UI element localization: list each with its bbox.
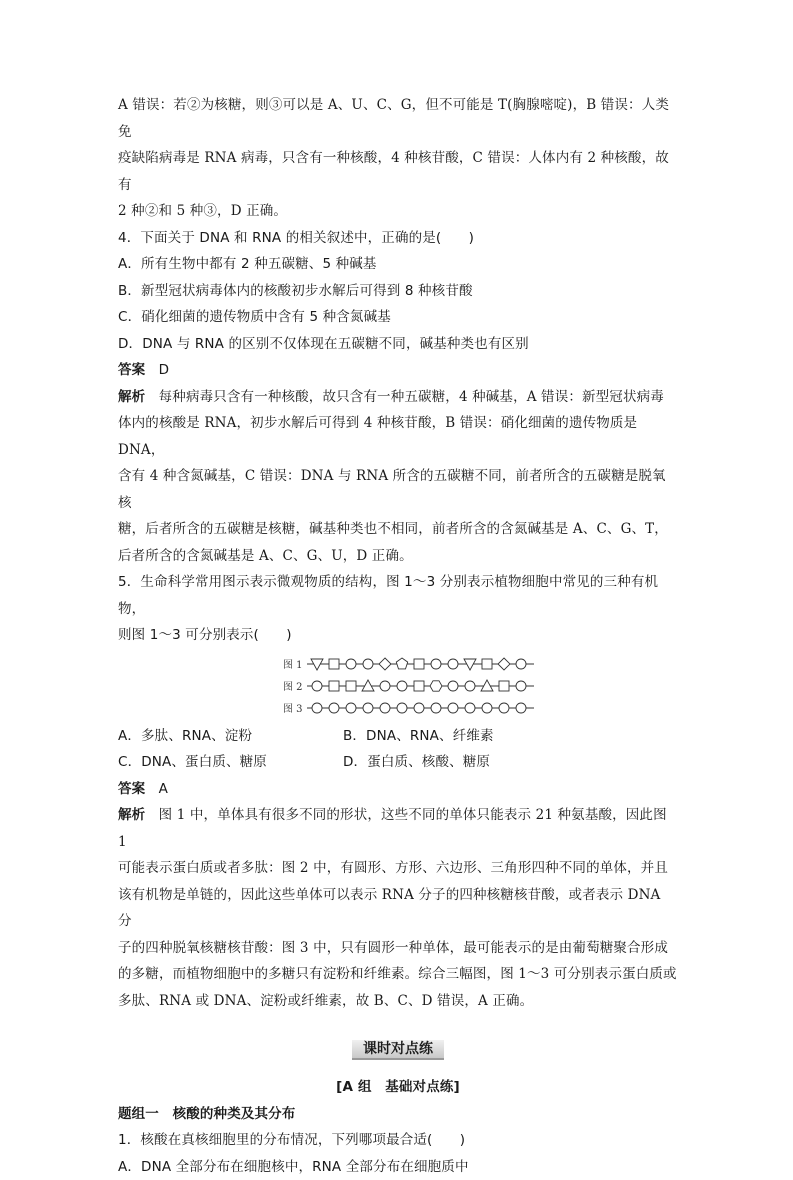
q1-option-a: A．DNA 全部分布在细胞核中，RNA 全部分布在细胞质中 xyxy=(118,1154,678,1180)
q4-explanation-line: 含有 4 种含氮碱基，C 错误：DNA 与 RNA 所含的五碳糖不同，前者所含的五碳糖是脱氧核 xyxy=(118,463,678,516)
triangle-down-monomer xyxy=(311,659,323,670)
q5-answer xyxy=(118,776,678,803)
q4-explanation-line: 解析 每种病毒只含有一种核酸，故只含有一种五碳糖，4 种碱基，A 错误：新型冠状病毒 xyxy=(118,384,678,411)
circle-monomer xyxy=(414,703,424,713)
circle-monomer xyxy=(499,703,509,713)
answer-label: 答案 xyxy=(118,362,145,378)
monomer-chain-1 xyxy=(305,656,545,672)
circle-monomer xyxy=(516,659,526,669)
group-heading: [A 组 基础对点练] xyxy=(118,1074,678,1101)
circle-monomer xyxy=(346,703,356,713)
document-page xyxy=(118,92,678,1180)
q5-options-row-2 xyxy=(118,749,678,776)
q4-explanation-line: 体内的核酸是 RNA，初步水解后可得到 4 种核苷酸，B 错误：硝化细菌的遗传物质是 DNA， xyxy=(118,410,678,463)
prev-explanation-line: 疫缺陷病毒是 RNA 病毒，只含有一种核酸，4 种核苷酸，C 错误：人体内有 2 种核酸，故有 xyxy=(118,145,678,198)
q5-option-c: C．DNA、蛋白质、糖原 xyxy=(118,749,343,776)
figure-label: 图 1 xyxy=(283,656,305,671)
q4-option-c: C．硝化细菌的遗传物质中含有 5 种含氮碱基 xyxy=(118,304,678,331)
figure-label: 图 3 xyxy=(283,700,305,715)
square-monomer xyxy=(346,681,356,691)
q5-stem-line: 5．生命科学常用图示表示微观物质的结构，图 1～3 分别表示植物细胞中常见的三种有机物， xyxy=(118,569,678,622)
answer-label: 答案 xyxy=(118,781,145,797)
diamond-monomer xyxy=(379,658,391,670)
q4-option-b: B．新型冠状病毒体内的核酸初步水解后可得到 8 种核苷酸 xyxy=(118,278,678,305)
circle-monomer xyxy=(312,703,322,713)
circle-monomer xyxy=(448,659,458,669)
square-monomer xyxy=(414,681,424,691)
answer-value: D xyxy=(159,362,170,378)
topic-heading: 题组一 核酸的种类及其分布 xyxy=(118,1101,678,1128)
circle-monomer xyxy=(516,681,526,691)
q5-explanation-line: 子的四种脱氧核糖核苷酸：图 3 中，只有圆形一种单体，最可能表示的是由葡萄糖聚合形成 xyxy=(118,935,678,962)
circle-monomer xyxy=(448,703,458,713)
circle-monomer xyxy=(482,703,492,713)
q5-option-a: A．多肽、RNA、淀粉 xyxy=(118,723,343,750)
q5-options-row-1 xyxy=(118,723,678,750)
q4-answer xyxy=(118,357,678,384)
circle-monomer xyxy=(448,681,458,691)
pentagon-monomer xyxy=(396,658,407,669)
banner-title: 课时对点练 xyxy=(352,1036,444,1062)
square-monomer xyxy=(329,681,339,691)
circle-monomer xyxy=(346,659,356,669)
q5-explanation-line: 该有机物是单链的，因此这些单体可以表示 RNA 分子的四种核糖核苷酸，或者表示 DNA 分 xyxy=(118,882,678,935)
square-monomer xyxy=(414,659,424,669)
prev-explanation-line: A 错误：若②为核糖，则③可以是 A、U、C、G，但不可能是 T(胸腺嘧啶)，B 错误：人类免 xyxy=(118,92,678,145)
q5-stem-line: 则图 1～3 可分别表示( ) xyxy=(118,622,678,649)
figure-row-3 xyxy=(283,697,678,719)
explanation-label: 解析 xyxy=(118,807,145,823)
q5-explanation-line: 可能表示蛋白质或者多肽：图 2 中，有圆形、方形、六边形、三角形四种不同的单体，并且 xyxy=(118,855,678,882)
circle-monomer xyxy=(431,703,441,713)
circle-monomer xyxy=(465,681,475,691)
q5-explanation-line: 多肽、RNA 或 DNA、淀粉或纤维素，故 B、C、D 错误，A 正确。 xyxy=(118,988,678,1015)
diamond-monomer xyxy=(498,658,510,670)
circle-monomer xyxy=(516,703,526,713)
triangle-monomer xyxy=(362,680,374,691)
square-monomer xyxy=(499,681,509,691)
circle-monomer xyxy=(380,703,390,713)
hexagon-monomer xyxy=(430,680,442,690)
q4-stem: 4．下面关于 DNA 和 RNA 的相关叙述中，正确的是( ) xyxy=(118,225,678,252)
monomer-chain-2 xyxy=(305,678,545,694)
circle-monomer xyxy=(431,659,441,669)
circle-monomer xyxy=(329,703,339,713)
circle-monomer xyxy=(465,703,475,713)
q1-stem: 1．核酸在真核细胞里的分布情况，下列哪项最合适( ) xyxy=(118,1127,678,1154)
q4-explanation-line: 糖，后者所含的五碳糖是核糖，碱基种类也不相同，前者所含的含氮碱基是 A、C、G、T， xyxy=(118,516,678,543)
circle-monomer xyxy=(312,681,322,691)
q5-option-b: B．DNA、RNA、纤维素 xyxy=(343,723,494,750)
q5-explanation-line: 解析 图 1 中，单体具有很多不同的形状，这些不同的单体只能表示 21 种氨基酸，因此图 1 xyxy=(118,802,678,855)
square-monomer xyxy=(482,659,492,669)
q5-option-d: D．蛋白质、核酸、糖原 xyxy=(343,749,490,776)
q4-explanation-line: 后者所含的含氮碱基是 A、C、G、U，D 正确。 xyxy=(118,543,678,570)
circle-monomer xyxy=(363,703,373,713)
monomer-chain-3 xyxy=(305,700,545,716)
figure-label: 图 2 xyxy=(283,678,305,693)
polymer-figure xyxy=(283,653,678,721)
section-banner xyxy=(352,1036,444,1060)
triangle-monomer xyxy=(481,680,493,691)
square-monomer xyxy=(329,659,339,669)
answer-value: A xyxy=(159,781,168,797)
explanation-label: 解析 xyxy=(118,389,145,405)
q4-option-a: A．所有生物中都有 2 种五碳糖、5 种碱基 xyxy=(118,251,678,278)
circle-monomer xyxy=(363,659,373,669)
prev-explanation-line: 2 种②和 5 种③，D 正确。 xyxy=(118,198,678,225)
triangle-down-monomer xyxy=(464,659,476,670)
circle-monomer xyxy=(380,681,390,691)
circle-monomer xyxy=(397,681,407,691)
circle-monomer xyxy=(397,703,407,713)
figure-row-1 xyxy=(283,653,678,675)
q5-explanation-line: 的多糖，而植物细胞中的多糖只有淀粉和纤维素。综合三幅图，图 1～3 可分别表示蛋白质或 xyxy=(118,961,678,988)
figure-row-2 xyxy=(283,675,678,697)
q4-option-d: D．DNA 与 RNA 的区别不仅体现在五碳糖不同，碱基种类也有区别 xyxy=(118,331,678,358)
